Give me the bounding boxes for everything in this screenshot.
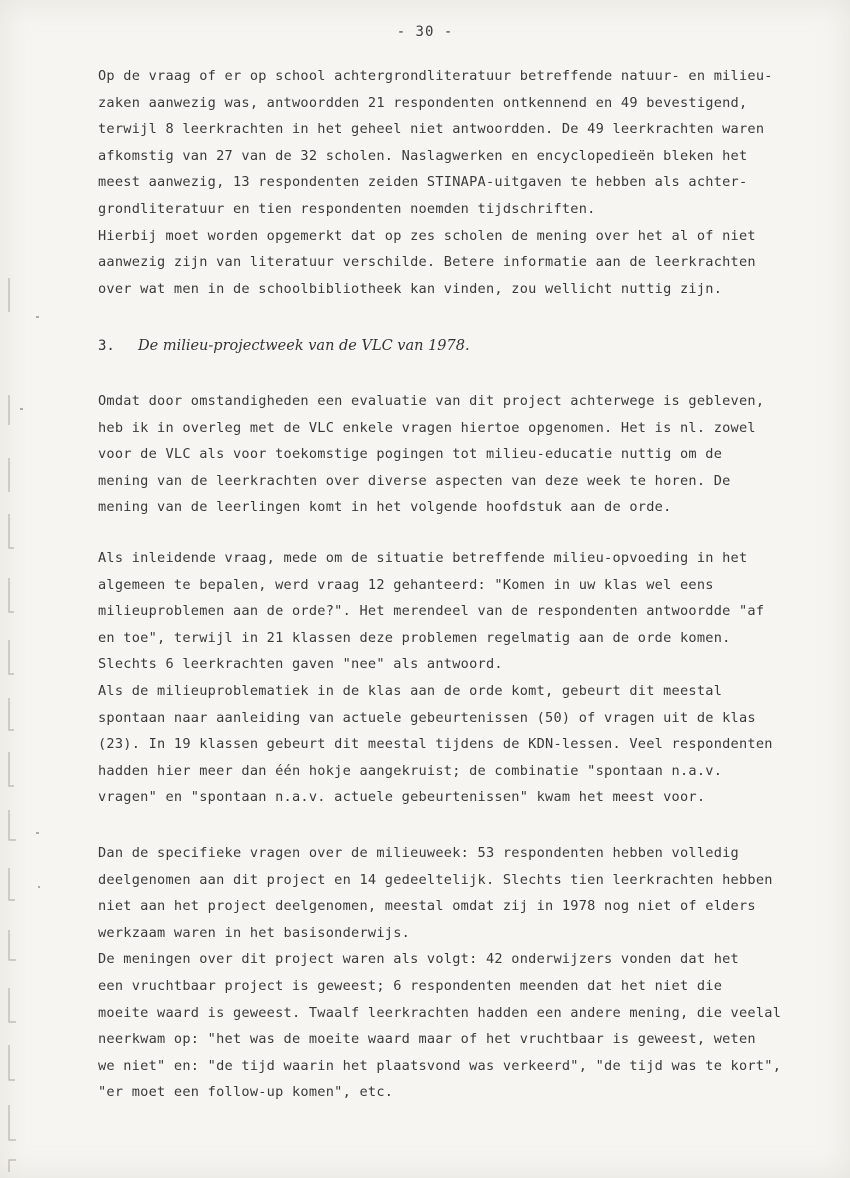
page-number: - 30 - bbox=[396, 24, 454, 40]
text-line: mening van de leerlingen komt in het volgende hoofdstuk aan de orde. bbox=[98, 499, 672, 516]
text-line: Slechts 6 leerkrachten gaven "nee" als antwoord. bbox=[98, 656, 503, 673]
paragraph-milieuweek bbox=[98, 840, 781, 1106]
text-line: afkomstig van 27 van de 32 scholen. Naslagwerken en encyclopedieën bleken het bbox=[98, 147, 748, 164]
paragraph-background-literature bbox=[98, 63, 773, 302]
text-line: algemeen te bepalen, werd vraag 12 gehanteerd: "Komen in uw klas wel eens bbox=[98, 576, 714, 593]
text-line: spontaan naar aanleiding van actuele gebeurtenissen (50) of vragen uit de klas bbox=[98, 709, 756, 726]
text-line: vragen" en "spontaan n.a.v. actuele gebeurtenissen" kwam het meest voor. bbox=[98, 789, 706, 806]
text-line: "er moet een follow-up komen", etc. bbox=[98, 1084, 394, 1101]
text-line: mening van de leerkrachten over diverse aspecten van deze week te horen. De bbox=[98, 472, 731, 489]
text-line: De meningen over dit project waren als volgt: 42 onderwijzers vonden dat het bbox=[98, 951, 739, 968]
text-line: deelgenomen aan dit project en 14 gedeeltelijk. Slechts tien leerkrachten hebben bbox=[98, 871, 773, 888]
text-line: (23). In 19 klassen gebeurt dit meestal tijdens de KDN-lessen. Veel respondenten bbox=[98, 736, 773, 753]
paragraph-project-evaluation bbox=[98, 388, 764, 521]
text-line: Omdat door omstandigheden een evaluatie van dit project achterwege is gebleven, bbox=[98, 393, 765, 409]
text-line: een vruchtbaar project is geweest; 6 respondenten meenden dat het niet die bbox=[98, 977, 723, 994]
section-heading bbox=[98, 338, 470, 354]
text-line: zaken aanwezig was, antwoordden 21 respondenten ontkennend en 49 bevestigend, bbox=[98, 94, 748, 111]
text-line: grondliteratuur en tien respondenten noemden tijdschriften. bbox=[98, 200, 596, 217]
text-line: hadden hier meer dan één hokje aangekruist; de combinatie "spontaan n.a.v. bbox=[98, 762, 723, 779]
text-line: we niet" en: "de tijd waarin het plaatsvond was verkeerd", "de tijd was te kort", bbox=[98, 1057, 782, 1074]
text-line: neerkwam op: "het was de moeite waard maar of het vruchtbaar is geweest, weten bbox=[98, 1031, 756, 1048]
text-line: aanwezig zijn van literatuur verschilde. Betere informatie aan de leerkrachten bbox=[98, 254, 756, 271]
paragraph-environmental-problems bbox=[98, 545, 773, 811]
text-line: Hierbij moet worden opgemerkt dat op zes scholen de mening over het al of niet bbox=[98, 227, 756, 244]
text-line: niet aan het project deelgenomen, meestal omdat zij in 1978 nog niet of elders bbox=[98, 898, 756, 915]
text-line: terwijl 8 leerkrachten in het geheel niet antwoordden. De 49 leerkrachten waren bbox=[98, 121, 765, 138]
section-title: De milieu-projectweek van de VLC van 1978. bbox=[138, 338, 470, 354]
text-line: Als de milieuproblematiek in de klas aan de orde komt, gebeurt dit meestal bbox=[98, 682, 723, 699]
text-line: werkzaam waren in het basisonderwijs. bbox=[98, 924, 411, 941]
text-line: Dan de specifieke vragen over de milieuweek: 53 respondenten hebben volledig bbox=[98, 845, 739, 861]
text-line: Als inleidende vraag, mede om de situatie betreffende milieu-opvoeding in het bbox=[98, 550, 748, 566]
text-line: moeite waard is geweest. Twaalf leerkrachten hadden een andere mening, die veelal bbox=[98, 1004, 782, 1021]
text-line: milieuproblemen aan de orde?". Het merendeel van de respondenten antwoordde "af bbox=[98, 603, 765, 620]
text-line: en toe", terwijl in 21 klassen deze problemen regelmatig aan de orde komen. bbox=[98, 629, 731, 646]
text-line: voor de VLC als voor toekomstige pogingen tot milieu-educatie nuttig om de bbox=[98, 446, 723, 463]
text-line: meest aanwezig, 13 respondenten zeiden STINAPA-uitgaven te hebben als achter- bbox=[98, 174, 748, 191]
text-line: heb ik in overleg met de VLC enkele vragen hiertoe opgenomen. Het is nl. zowel bbox=[98, 419, 756, 436]
text-line: Op de vraag of er op school achtergrondliteratuur betreffende natuur- en milieu- bbox=[98, 68, 773, 84]
text-line: over wat men in de schoolbibliotheek kan vinden, zou wellicht nuttig zijn. bbox=[98, 280, 723, 297]
section-number: 3. bbox=[98, 338, 115, 354]
binder-hole-marks bbox=[0, 0, 40, 1178]
